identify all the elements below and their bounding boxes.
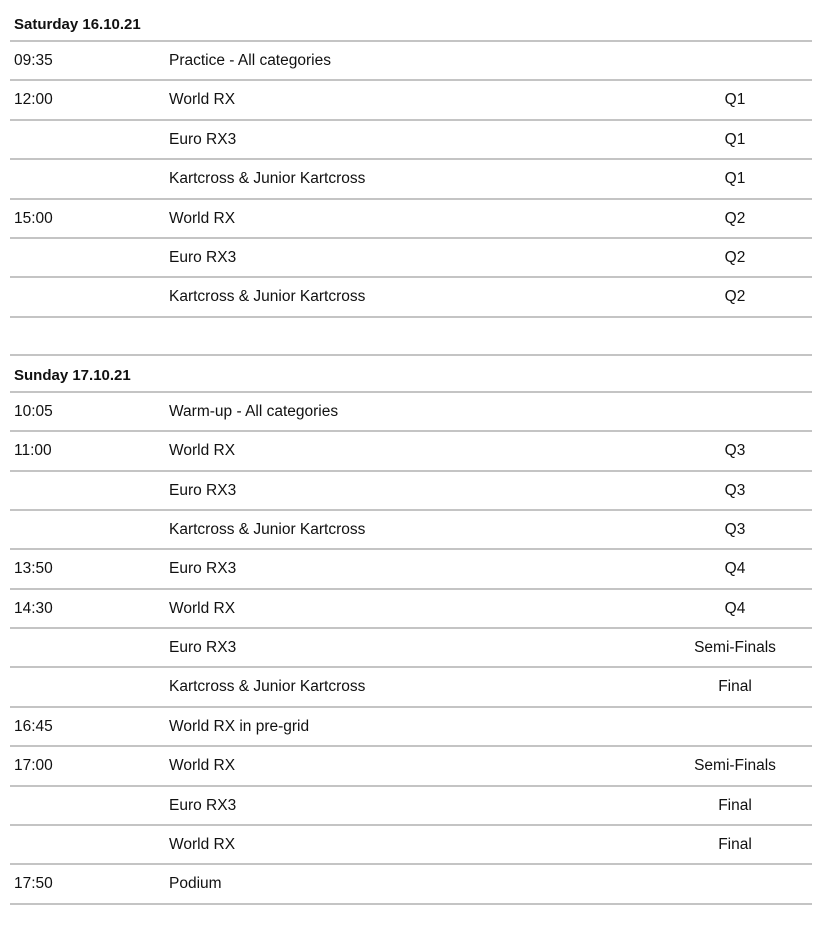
row-time: 15:00 — [14, 209, 53, 227]
table-row — [10, 121, 812, 160]
row-event: Euro RX3 — [169, 130, 237, 148]
table-row — [10, 472, 812, 511]
table-row — [10, 629, 812, 668]
row-time: 12:00 — [14, 91, 53, 109]
table-row — [10, 708, 812, 747]
row-session: Q2 — [724, 288, 746, 306]
day-header-sunday: Sunday 17.10.21 — [10, 356, 812, 393]
table-row — [10, 826, 812, 865]
row-session: Q3 — [724, 481, 746, 499]
row-session: Q4 — [724, 560, 746, 578]
table-row — [10, 668, 812, 707]
row-session: Final — [718, 678, 752, 696]
row-event: Warm-up - All categories — [169, 402, 339, 420]
table-row — [10, 278, 812, 317]
row-event: Euro RX3 — [169, 248, 237, 266]
row-event: World RX — [169, 757, 236, 775]
row-session: Semi-Finals — [694, 757, 776, 775]
row-time: 14:30 — [14, 599, 53, 617]
row-session: Q1 — [724, 170, 746, 188]
row-event: Kartcross & Junior Kartcross — [169, 288, 366, 306]
row-event: Euro RX3 — [169, 796, 237, 814]
row-event: Kartcross & Junior Kartcross — [169, 170, 366, 188]
table-row — [10, 81, 812, 120]
row-time: 16:45 — [14, 717, 53, 735]
row-session: Q1 — [724, 130, 746, 148]
row-event: World RX — [169, 836, 236, 854]
day-header-saturday: Saturday 16.10.21 — [10, 5, 812, 42]
row-event: Kartcross & Junior Kartcross — [169, 678, 366, 696]
table-row — [10, 787, 812, 826]
table-row — [10, 432, 812, 471]
row-time: 13:50 — [14, 560, 53, 578]
schedule-table — [10, 5, 812, 905]
row-session: Q3 — [724, 442, 746, 460]
row-event: World RX in pre-grid — [169, 717, 310, 735]
table-row — [10, 590, 812, 629]
table-row — [10, 200, 812, 239]
row-event: World RX — [169, 209, 236, 227]
row-event: Euro RX3 — [169, 481, 237, 499]
row-event: Podium — [169, 875, 222, 893]
row-time: 09:35 — [14, 52, 53, 69]
row-session: Q2 — [724, 209, 746, 227]
row-session: Q1 — [724, 91, 746, 109]
row-session: Final — [718, 796, 752, 814]
row-time: 10:05 — [14, 402, 53, 420]
table-row — [10, 550, 812, 589]
row-session: Q4 — [724, 599, 746, 617]
table-row — [10, 160, 812, 199]
row-session: Q3 — [724, 520, 746, 538]
row-session: Semi-Finals — [694, 639, 776, 657]
table-row — [10, 239, 812, 278]
row-event: World RX — [169, 442, 236, 460]
row-event: World RX — [169, 599, 236, 617]
row-event: Kartcross & Junior Kartcross — [169, 520, 366, 538]
row-event: Euro RX3 — [169, 639, 237, 657]
day-separator — [10, 318, 812, 356]
row-session: Final — [718, 836, 752, 854]
row-session: Q2 — [724, 248, 746, 266]
table-row — [10, 747, 812, 786]
row-event: World RX — [169, 91, 236, 109]
table-row — [10, 42, 812, 81]
row-time: 11:00 — [14, 442, 52, 460]
row-event: Practice - All categories — [169, 52, 331, 69]
table-row — [10, 393, 812, 432]
table-row — [10, 511, 812, 550]
row-time: 17:50 — [14, 875, 53, 893]
row-event: Euro RX3 — [169, 560, 237, 578]
row-time: 17:00 — [14, 757, 53, 775]
table-row — [10, 865, 812, 904]
